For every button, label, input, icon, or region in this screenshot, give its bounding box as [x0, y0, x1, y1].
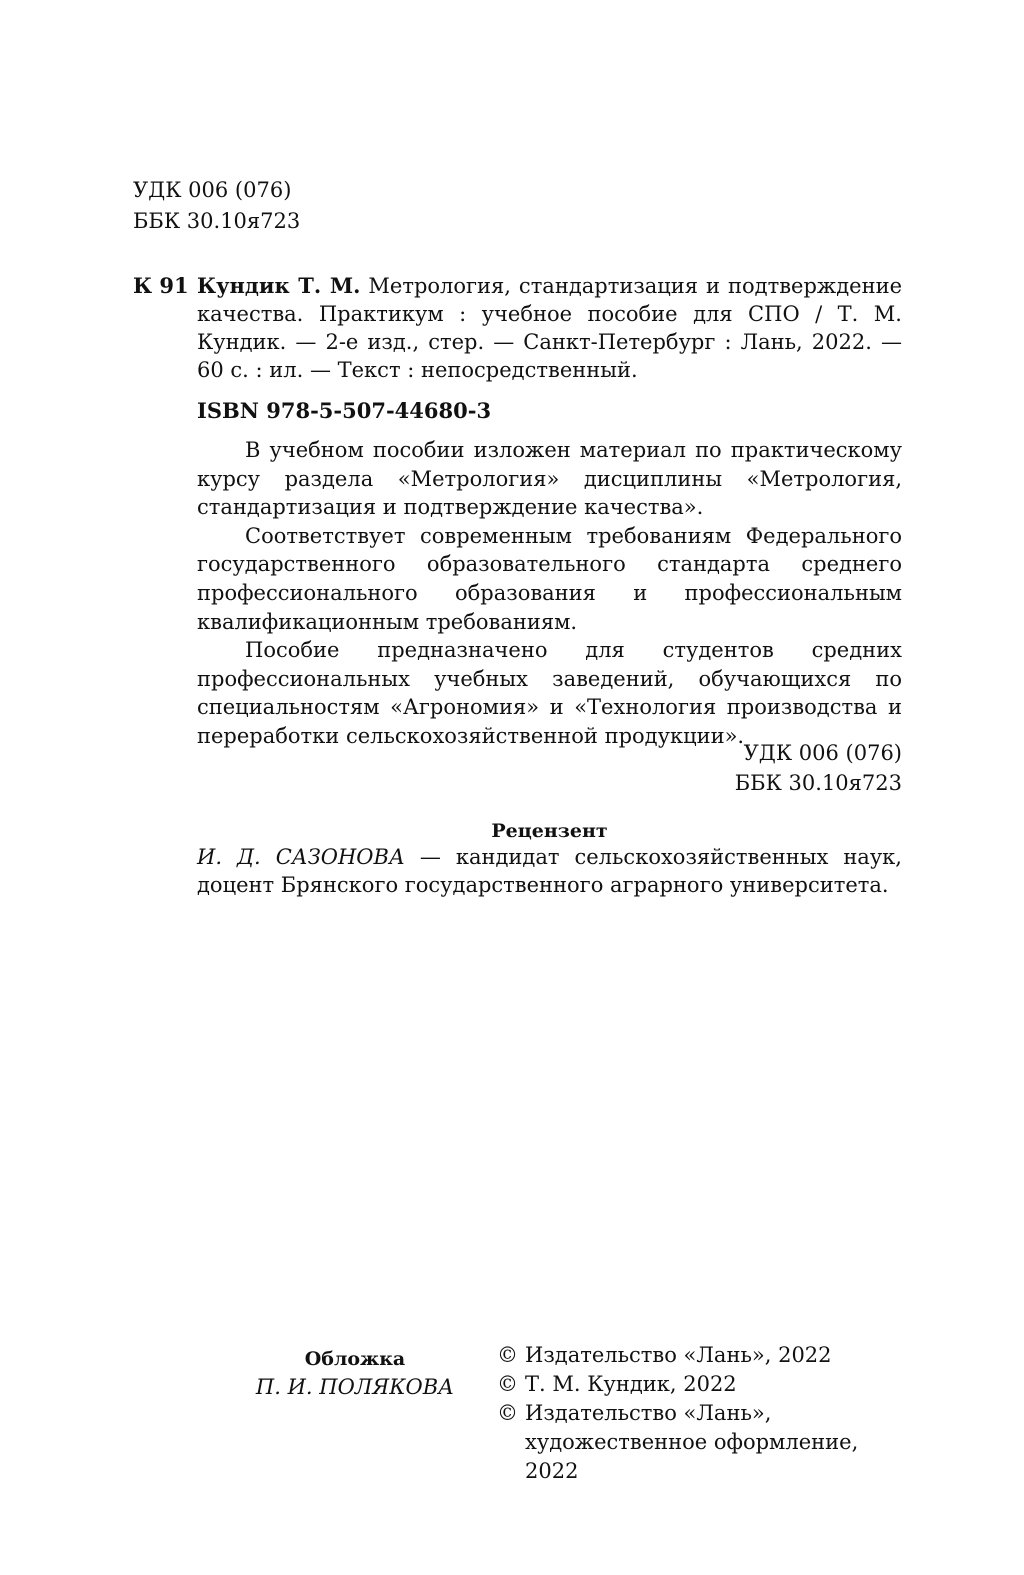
annotation	[197, 436, 902, 751]
copyright-text: Издательство «Лань», 2022	[525, 1343, 832, 1367]
copyright-block	[497, 1341, 917, 1486]
copyright-icon: ©	[497, 1401, 518, 1425]
copyright-text: Издательство «Лань», художественное оформление, 2022	[525, 1401, 859, 1483]
copyright-line	[497, 1399, 917, 1486]
reviewer-name: И. Д. САЗОНОВА	[197, 845, 405, 869]
cover-heading: Обложка	[304, 1348, 406, 1370]
copyright-line	[497, 1341, 917, 1370]
copyright-text: Т. М. Кундик, 2022	[525, 1372, 737, 1396]
cover-credit	[240, 1345, 470, 1401]
annotation-paragraph: Соответствует современным требованиям Федерального государственного образовательного стандарта среднего профессионального образования и профессиональным квалификационным требованиям.	[197, 523, 902, 634]
reviewer-info	[197, 843, 902, 899]
bbk-code: ББК 30.10я723	[133, 209, 301, 233]
reviewer-description: — кандидат сельскохозяйственных наук, доцент Брянского государственного аграрного университета.	[197, 845, 902, 897]
bib-description: Метрология, стандартизация и подтверждение качества. Практикум : учебное пособие для СПО / Т. М. Кундик. — 2-е изд., стер. — Санкт-Петербург : Лань, 2022. — 60 с. : ил. — Текст : непосредственный.	[197, 274, 903, 382]
author-mark: К 91	[133, 273, 189, 298]
classification-codes-top	[133, 175, 300, 237]
annotation-paragraph: В учебном пособии изложен материал по практическому курсу раздела «Метрология» дисциплины «Метрология, стандартизация и подтверждение качества».	[197, 438, 902, 520]
udk-code: УДК 006 (076)	[133, 178, 292, 202]
reviewer-heading: Рецензент	[491, 820, 608, 842]
isbn: ISBN 978-5-507-44680-3	[197, 398, 492, 423]
copyright-icon: ©	[497, 1372, 518, 1396]
bbk-code: ББК 30.10я723	[734, 771, 902, 795]
classification-codes-bottom	[600, 738, 902, 798]
udk-code: УДК 006 (076)	[743, 741, 902, 765]
bibliographic-record	[197, 272, 902, 384]
copyright-line	[497, 1370, 917, 1399]
cover-designer: П. И. ПОЛЯКОВА	[255, 1375, 455, 1399]
copyright-icon: ©	[497, 1343, 518, 1367]
bib-author: Кундик Т. М.	[197, 273, 361, 298]
annotation-paragraph: Пособие предназначено для студентов средних профессиональных учебных заведений, обучающихся по специальностям «Агрономия» и «Технология производства и переработки сельскохозяйственной продукции».	[197, 638, 902, 748]
